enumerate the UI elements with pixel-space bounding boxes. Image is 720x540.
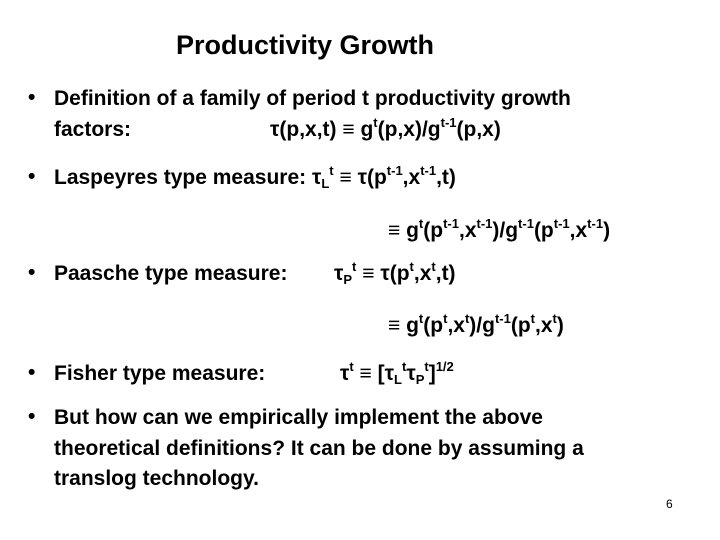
formula-part: (p,x)/g: [377, 118, 441, 141]
superscript: t-1: [476, 216, 493, 231]
superscript: t-1: [386, 163, 403, 178]
superscript: t: [464, 311, 470, 326]
paasche-formula: [334, 261, 456, 287]
laspeyres-line-2: [388, 218, 610, 244]
laspeyres-line-1: [54, 165, 456, 191]
superscript: t: [418, 311, 424, 326]
bullet-4-marker: •: [28, 361, 36, 384]
subscript: L: [394, 372, 402, 387]
formula-part: ≡ g: [388, 314, 419, 337]
paasche-line-2: [388, 313, 564, 339]
superscript: t: [530, 311, 536, 326]
formula-part: (p,x): [456, 118, 501, 141]
subscript: L: [321, 176, 330, 191]
formula-part: ,x: [413, 262, 432, 285]
superscript: 1/2: [435, 359, 454, 374]
formula-part: (p: [423, 314, 444, 337]
paasche-label: Paasche type measure:: [54, 262, 288, 285]
productivity-factor-formula: [270, 117, 501, 143]
tau-symbol: τ: [406, 362, 416, 385]
bullet-5-line-2: theoretical definitions? It can be done by assuming a: [54, 437, 584, 460]
page-number: 6: [666, 497, 673, 511]
formula-part: (p: [389, 262, 410, 285]
superscript: t: [329, 163, 334, 178]
tau-symbol: τ: [334, 262, 344, 285]
fisher-formula: [340, 361, 454, 387]
superscript: t-1: [587, 216, 604, 231]
formula-part: ,t): [435, 262, 456, 285]
superscript: t: [443, 311, 448, 326]
superscript: t: [409, 259, 414, 274]
formula-part: )/g: [492, 219, 519, 242]
bullet-1-line-2: [54, 117, 131, 143]
superscript: t: [373, 115, 378, 130]
superscript: t-1: [494, 311, 511, 326]
superscript: t: [352, 259, 357, 274]
formula-part: (p: [533, 219, 554, 242]
superscript: t: [424, 359, 429, 374]
bullet-5-line-1: But how can we empirically implement the above: [54, 406, 543, 429]
superscript: t-1: [420, 163, 437, 178]
formula-part: ,x: [402, 166, 421, 189]
tau-symbol: τ: [340, 362, 350, 385]
superscript: t-1: [553, 216, 570, 231]
subscript: P: [415, 372, 425, 387]
equiv-sign: ≡ [: [353, 362, 385, 385]
superscript: t: [431, 259, 436, 274]
superscript: t: [418, 216, 424, 231]
formula-part: ): [603, 219, 611, 242]
formula-part: ): [556, 314, 564, 337]
formula-part: ≡ g: [388, 219, 419, 242]
formula-part: (p: [423, 219, 444, 242]
laspeyres-label: Laspeyres type measure:: [54, 166, 312, 189]
tau-symbol: τ: [380, 262, 390, 285]
superscript: t: [401, 359, 407, 374]
formula-part: (p,x,t) ≡ g: [279, 118, 374, 141]
formula-part: (p: [510, 314, 531, 337]
tau-symbol: τ: [311, 166, 322, 189]
bullet-3-marker: •: [28, 261, 36, 284]
slide-title: Productivity Growth: [176, 30, 435, 60]
formula-part: ,x: [569, 219, 588, 242]
equiv-sign: ≡: [333, 166, 358, 189]
formula-part: ]: [428, 362, 436, 385]
formula-part: (p: [366, 166, 387, 189]
factors-label: factors:: [54, 118, 132, 141]
superscript: t-1: [518, 216, 534, 231]
formula-part: )/g: [469, 314, 495, 337]
superscript: t: [552, 311, 557, 326]
formula-part: ,x: [447, 314, 465, 337]
formula-part: ,x: [535, 314, 553, 337]
formula-part: ,t): [436, 166, 456, 189]
superscript: t-1: [440, 115, 457, 130]
equiv-sign: ≡: [356, 262, 381, 285]
tau-symbol: τ: [384, 362, 395, 385]
fisher-label: Fisher type measure:: [54, 362, 266, 385]
superscript: t-1: [443, 216, 459, 231]
bullet-2-marker: •: [28, 165, 36, 188]
tau-symbol: τ: [270, 118, 280, 141]
bullet-5-line-3: translog technology.: [54, 467, 259, 490]
tau-symbol: τ: [357, 166, 367, 189]
subscript: P: [343, 272, 353, 287]
formula-part: ,x: [458, 219, 477, 242]
bullet-1-marker: •: [28, 86, 36, 109]
bullet-1-line-1: Definition of a family of period t productivity growth: [54, 87, 571, 110]
superscript: t: [349, 359, 354, 374]
bullet-5-marker: •: [28, 405, 36, 428]
